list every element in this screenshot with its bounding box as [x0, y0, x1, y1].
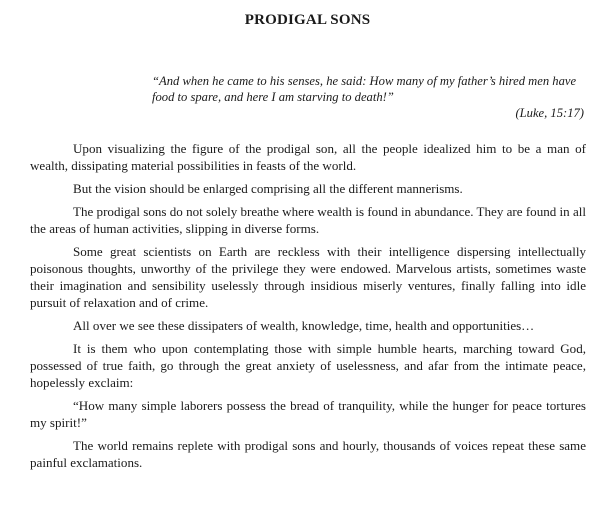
paragraph-6: It is them who upon contemplating those with simple humble hearts, marching toward God, possessed of true faith, go through the great anxiety of uselessness, and afar from the intimate peace, hopelessly exclaim: — [30, 341, 586, 390]
paragraph-2: But the vision should be enlarged comprising all the different mannerisms. — [73, 181, 463, 196]
paragraph-1: Upon visualizing the figure of the prodigal son, all the people idealized him to be a man of wealth, dissipating material possibilities in feasts of the world. — [30, 141, 586, 173]
epigraph-reference: (Luke, 15:17) — [515, 106, 584, 120]
epigraph-quote: “And when he came to his senses, he said: How many of my father’s hired men have food to spare, and here I am starving to death!” — [152, 74, 577, 104]
body-text — [30, 140, 586, 477]
paragraph-3: The prodigal sons do not solely breathe where wealth is found in abundance. They are found in all the areas of human activities, slipping in diverse forms. — [30, 204, 586, 236]
paragraph-7: “How many simple laborers possess the bread of tranquility, while the hunger for peace tortures my spirit!” — [30, 398, 586, 430]
page-title: PRODIGAL SONS — [244, 12, 371, 28]
paragraph-8: The world remains replete with prodigal sons and hourly, thousands of voices repeat these same painful exclamations. — [30, 438, 586, 470]
epigraph — [152, 73, 584, 121]
paragraph-5: All over we see these dissipaters of wealth, knowledge, time, health and opportunities… — [73, 318, 535, 333]
paragraph-4: Some great scientists on Earth are reckless with their intelligence dispersing intellectually poisonous thoughts, unworthy of the privilege they were endowed. Marvelous artists, sometimes waste their imagination and sensibility uselessly through insidious miserly ventures, finally falling into idle pursuit of relaxation and of crime. — [30, 244, 586, 310]
